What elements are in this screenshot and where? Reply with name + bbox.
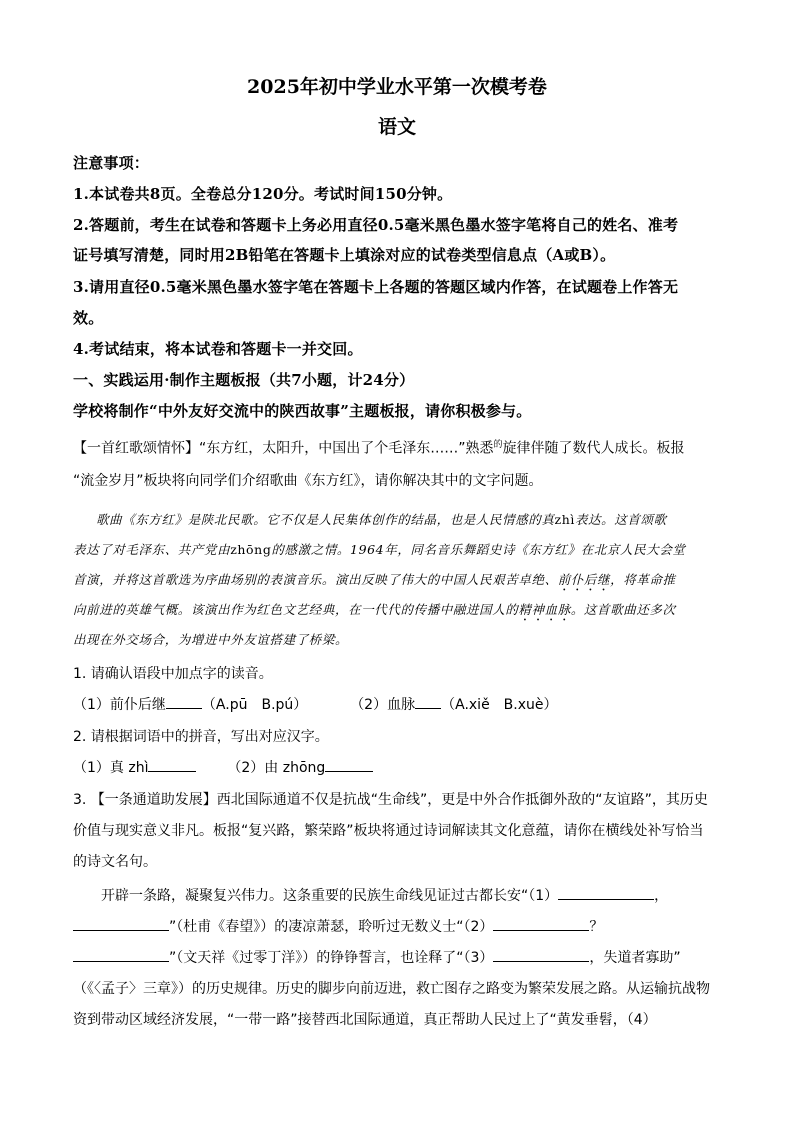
notice-heading: 注意事项： <box>73 154 150 172</box>
q2-b-label: （2）由 zhōng <box>227 760 326 776</box>
q2-options <box>73 757 723 777</box>
passage-line-3 <box>73 570 723 594</box>
q3-body-text: ，失道者寡助” <box>589 950 681 966</box>
dotted-word-qianpu: 前仆后继 <box>557 572 611 587</box>
q3-line-3: 的诗文名句。 <box>73 854 157 870</box>
q2-a-blank[interactable] <box>148 757 196 772</box>
part1-intro-line1 <box>73 437 723 458</box>
q1-b-label: （2）血脉 <box>350 697 416 713</box>
q3-blank-2b[interactable] <box>73 947 169 962</box>
exam-title: 2025年初中学业水平第一次模考卷 <box>247 76 547 98</box>
q2-b-blank[interactable] <box>325 757 373 772</box>
dotted-word-xuemai: 精神血脉 <box>518 602 571 617</box>
passage-line-1 <box>96 510 746 528</box>
passage-line-4 <box>73 600 723 624</box>
passage-text: 。这首歌曲还多次 <box>570 602 676 617</box>
q3-body-line-2 <box>73 916 723 936</box>
notice-item-4: 4.考试结束，将本试卷和答题卡一并交回。 <box>73 340 363 358</box>
q3-blank-1a[interactable] <box>558 885 654 900</box>
q3-body-line-1 <box>101 885 751 905</box>
part1-sup: 的 <box>493 440 503 450</box>
q3-blank-1b[interactable] <box>73 916 169 931</box>
q3-blank-3[interactable] <box>493 947 589 962</box>
q1-stem: 1. 请确认语段中加点字的读音。 <box>73 666 273 682</box>
q2-stem: 2. 请根据词语中的拼音，写出对应汉字。 <box>73 729 329 745</box>
passage-text: 表达。这首颂歌 <box>574 512 667 527</box>
q1-b-blank[interactable] <box>415 694 441 709</box>
notice-item-3-cont: 效。 <box>73 309 104 327</box>
q3-body-line-3 <box>73 947 723 967</box>
q3-line-2: 价值与现实意义非凡。板报“复兴路，繁荣路”板块将通过诗词解读其文化意蕴，请你在横线处补写恰当 <box>73 823 704 839</box>
q3-body-text: ”（杜甫《春望》）的凄凉萧瑟，聆听过无数义士“（2） <box>169 919 494 935</box>
q1-a-label: （1）前仆后继 <box>73 697 166 713</box>
part1-intro-line2: “流金岁月”板块将向同学们介绍歌曲《东方红》，请你解决其中的文字问题。 <box>73 473 543 489</box>
q1-options <box>73 694 723 714</box>
section-heading: 一、实践运用·制作主题板报（共7小题，计24分） <box>73 371 415 389</box>
passage-line-5: 出现在外交场合，为增进中外友谊搭建了桥梁。 <box>73 632 349 647</box>
notice-item-1: 1.本试卷共8页。全卷总分120分。考试时间150分钟。 <box>73 185 453 203</box>
q3-body-text: ？ <box>589 919 604 935</box>
notice-item-2: 2.答题前，考生在试卷和答题卡上务必用直径0.5毫米黑色墨水签字笔将自己的姓名、准考 <box>73 216 679 234</box>
pinyin-zhi: zhì <box>554 512 575 527</box>
q3-body-line-4: （《〈孟子〉三章》）的历史规律。历史的脚步向前迈进，救亡图存之路变为繁荣发展之路。从运输抗战物 <box>73 981 710 997</box>
q3-body-text: ”（文天祥《过零丁洋》）的铮铮誓言，也诠释了“（3） <box>169 950 494 966</box>
part1-text-a: 【一首红歌颂情怀】“东方红，太阳升，中国出了个毛泽东……”熟悉 <box>73 440 494 457</box>
q3-body-line-5: 资到带动区域经济发展，“一带一路”接替西北国际通道，真正帮助人民过上了“黄发垂髫，（4） <box>73 1012 657 1028</box>
section-intro: 学校将制作“中外友好交流中的陕西故事”主题板报，请你积极参与。 <box>73 402 532 420</box>
notice-item-3: 3.请用直径0.5毫米黑色墨水签字笔在答题卡上各题的答题区域内作答，在试题卷上作答无 <box>73 278 679 296</box>
passage-text: 表达了对毛泽东、共产党由 <box>73 542 231 557</box>
passage-line-2 <box>73 540 723 558</box>
q3-line-1: 3. 【一条通道助发展】西北国际通道不仅是抗战“生命线”，更是中外合作抵御外敌的“友谊路”，其历史 <box>73 792 708 808</box>
notice-item-2-cont: 证号填写清楚，同时用2B铅笔在答题卡上填涂对应的试卷类型信息点（A或B）。 <box>73 246 616 264</box>
passage-text: 的感激之情。1964年，同名音乐舞蹈史诗《东方红》在北京人民大会堂 <box>271 542 686 557</box>
q1-a-options: （A.pū B.pú） <box>201 697 308 713</box>
q3-body-text: 开辟一条路，凝聚复兴伟力。这条重要的民族生命线见证过古都长安“（1） <box>101 888 559 904</box>
q2-a-label: （1）真 zhì <box>73 760 149 776</box>
q3-body-text: ， <box>654 888 669 904</box>
part1-text-b: 旋律伴随了数代人成长。板报 <box>502 440 685 457</box>
passage-text: ，将革命推 <box>610 572 676 587</box>
q1-a-blank[interactable] <box>166 694 202 709</box>
pinyin-zhong: zhōng <box>230 542 272 557</box>
q1-b-options: （A.xiě B.xuè） <box>441 697 558 713</box>
passage-text: 向前进的英雄气概。该演出作为红色文艺经典，在一代代的传播中融进国人的 <box>73 602 519 617</box>
passage-text: 首演，并将这首歌选为序曲场别的表演音乐。演出反映了伟大的中国人民艰苦卓绝、 <box>73 572 558 587</box>
passage-text: 歌曲《东方红》是陕北民歌。它不仅是人民集体创作的结晶，也是人民情感的真 <box>96 512 555 527</box>
q3-blank-2a[interactable] <box>493 916 589 931</box>
subject-title: 语文 <box>377 116 416 138</box>
